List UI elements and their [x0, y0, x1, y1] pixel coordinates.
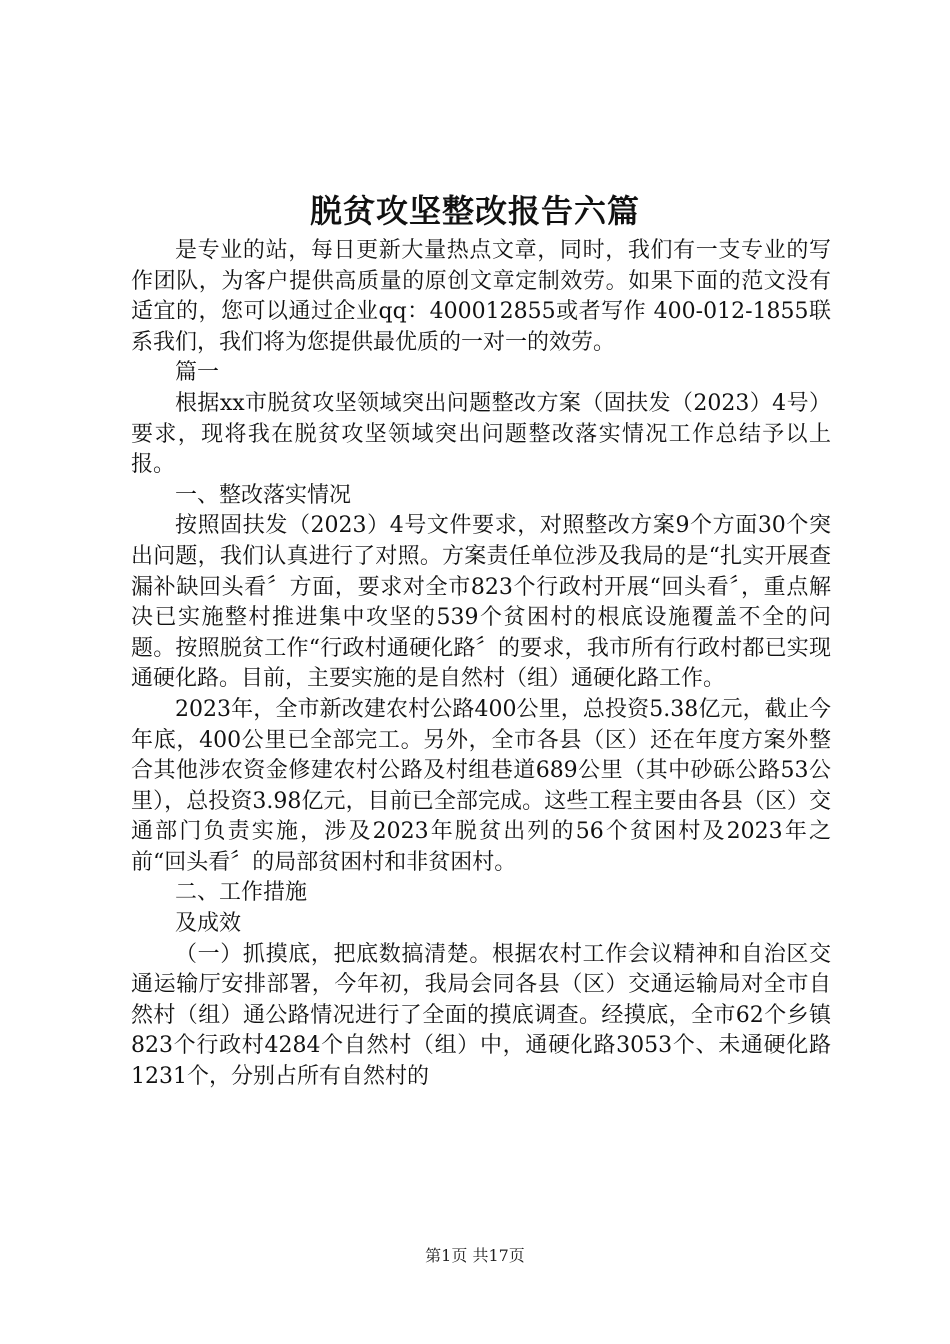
page-number-footer: 第1页 共17页 [425, 1246, 525, 1265]
intro-paragraph: 是专业的站，每日更新大量热点文章，同时，我们有一支专业的写作团队，为客户提供高质量的原创文章定制效劳。如果下面的范文没有适宜的，您可以通过企业qq：400012855或者写作 400-012-1855联系我们，我们将为您提供最优质的一对一的效劳。 [131, 238, 831, 355]
section-heading-two-continued: 及成效 [175, 911, 242, 937]
document-body [131, 236, 831, 1093]
document-title: 脱贫攻坚整改报告六篇 [309, 192, 640, 230]
body-paragraph: 根据xx市脱贫攻坚领域突出问题整改方案（固扶发（2023）4号）要求，现将我在脱贫攻坚领域突出问题整改落实情况工作总结予以上报。 [131, 390, 831, 478]
body-paragraph: 按照固扶发（2023）4号文件要求，对照整改方案9个方面30个突出问题，我们认真进行了对照。方案责任单位涉及我局的是“扎实开展查漏补缺回头看〞方面，要求对全市823个行政村开展“回头看〞，重点解决已实施整村推进集中攻坚的539个贫困村的根底设施覆盖不全的问题。按照脱贫工作“行政村通硬化路〞的要求，我市所有行政村都已实现通硬化路。目前，主要实施的是自然村（组）通硬化路工作。 [131, 513, 831, 692]
body-paragraph: 2023年，全市新改建农村公路400公里，总投资5.38亿元，截止今年底，400公里已全部完工。另外，全市各县（区）还在年度方案外整合其他涉农资金修建农村公路及村组巷道689公里（其中砂砾公路53公里），总投资3.98亿元，目前已全部完成。这些工程主要由各县（区）交通部门负责实施，涉及2023年脱贫出列的56个贫困村及2023年之前“回头看〞的局部贫困村和非贫困村。 [131, 696, 831, 875]
body-paragraph: （一）抓摸底，把底数搞清楚。根据农村工作会议精神和自治区交通运输厅安排部署，今年初，我局会同各县（区）交通运输局对全市自然村（组）通公路情况进行了全面的摸底调查。经摸底，全市62个乡镇823个行政村4284个自然村（组）中，通硬化路3053个、未通硬化路1231个，分别占所有自然村的 [131, 941, 831, 1090]
section-heading-two: 二、工作措施 [175, 880, 308, 906]
section-heading-one: 一、整改落实情况 [175, 482, 352, 508]
section-label-part-one: 篇一 [175, 360, 220, 386]
